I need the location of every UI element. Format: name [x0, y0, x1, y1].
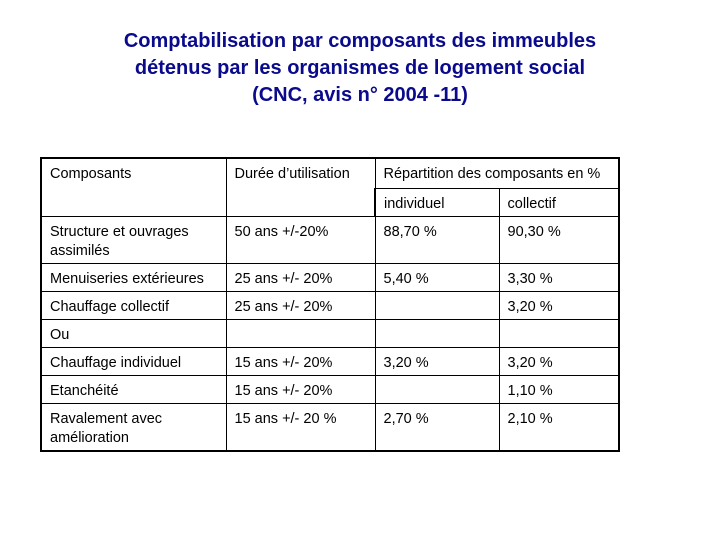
cell-collectif: 3,20 % [499, 347, 619, 375]
cell-composant: Etanchéité [41, 375, 226, 403]
cell-individuel [375, 291, 499, 319]
cell-composant: Chauffage collectif [41, 291, 226, 319]
table-row [41, 263, 687, 291]
cell-collectif [499, 319, 619, 347]
cell-duree: 15 ans +/- 20% [226, 347, 375, 375]
cell-composant: Menuiseries extérieures [41, 263, 226, 291]
cell-collectif: 3,20 % [499, 291, 619, 319]
cell-individuel [375, 319, 499, 347]
cell-composant: Ravalement avec amélioration [41, 403, 226, 451]
cell-individuel: 3,20 % [375, 347, 499, 375]
cell-collectif: 3,30 % [499, 263, 619, 291]
cell-collectif: 2,10 % [499, 403, 619, 451]
cell-individuel: 5,40 % [375, 263, 499, 291]
table-row [41, 291, 687, 319]
title-line-1: Comptabilisation par composants des immeubles [123, 30, 597, 52]
cell-duree: 50 ans +/-20% [226, 216, 375, 263]
cell-collectif: 1,10 % [499, 375, 619, 403]
cell-duree: 15 ans +/- 20 % [226, 403, 375, 451]
cell-composant: Chauffage individuel [41, 347, 226, 375]
table-row [41, 403, 687, 451]
table-row [41, 319, 687, 347]
header-row [41, 158, 687, 188]
title-line-3: (CNC, avis n° 2004 -11) [252, 84, 468, 106]
table-row [41, 216, 687, 263]
header-individuel: individuel [375, 188, 499, 216]
cell-duree: 15 ans +/- 20% [226, 375, 375, 403]
cell-individuel: 88,70 % [375, 216, 499, 263]
cell-duree: 25 ans +/- 20% [226, 291, 375, 319]
cell-individuel: 2,70 % [375, 403, 499, 451]
cell-duree: 25 ans +/- 20% [226, 263, 375, 291]
cell-composant: Ou [41, 319, 226, 347]
cell-duree [226, 319, 375, 347]
header-repartition: Répartition des composants en % [375, 158, 619, 188]
header-duree: Durée d’utilisation [226, 158, 375, 216]
table-row [41, 375, 687, 403]
cell-composant: Structure et ouvrages assimilés [41, 216, 226, 263]
components-table [40, 157, 688, 452]
table-row [41, 347, 687, 375]
header-composants: Composants [41, 158, 226, 216]
header-collectif: collectif [499, 188, 619, 216]
cell-individuel [375, 375, 499, 403]
slide-title [0, 28, 720, 109]
title-line-2: détenus par les organismes de logement social [134, 57, 586, 79]
cell-collectif: 90,30 % [499, 216, 619, 263]
